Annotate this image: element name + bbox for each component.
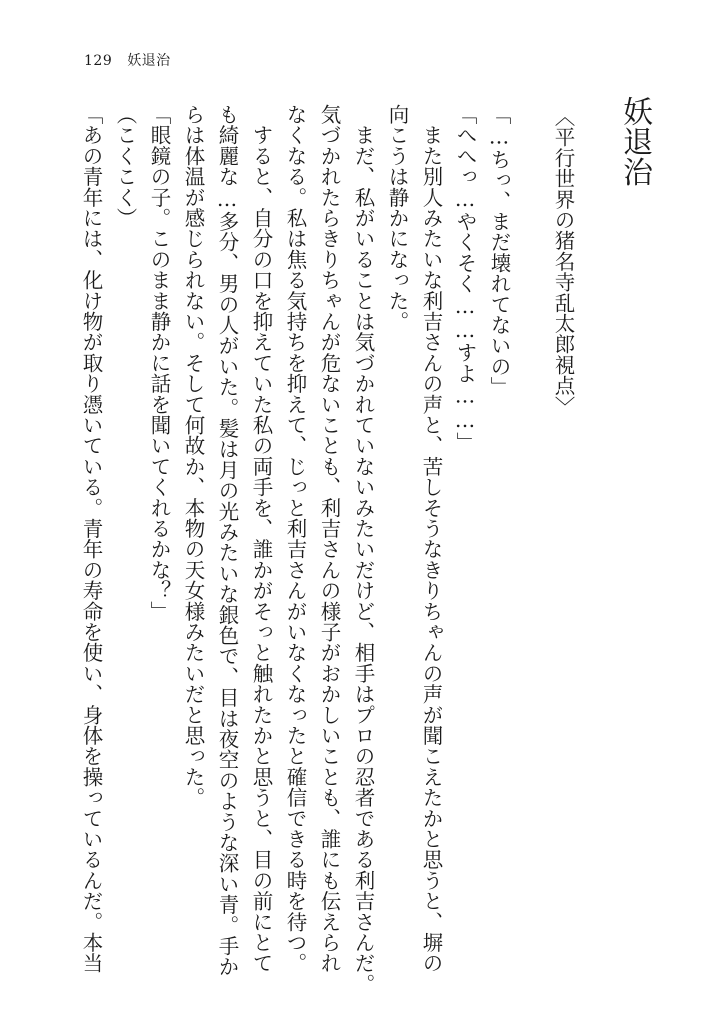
body-line-13: 「あの青年には、化け物が取り憑いている。青年の寿命を使い、身体を操っているんだ。本当 [79, 104, 103, 974]
body-line-2: 「へへっ…やくそく……すよ……」 [453, 104, 477, 453]
body-line-7: なくなる。私は焦る気持ちを抑えて、じっと利吉さんがいなくなったと確信できる時を待つ。 [283, 104, 307, 974]
body-line-12: （こくこく） [113, 104, 137, 229]
chapter-title: 妖退治 [617, 96, 652, 187]
body-line-1: 「…ちっ、まだ壊れてないの」 [487, 104, 511, 398]
body-line-8: すると、自分の口を抑えていた私の両手を、誰かがそっと触れたかと思うと、目の前にとて [249, 104, 273, 974]
running-header [84, 50, 171, 70]
body-line-4: 向こうは静かになった。 [385, 104, 409, 332]
running-title: 妖退治 [127, 53, 171, 69]
body-line-11: 「眼鏡の子。このまま静かに話を聞いてくれるかな？」 [147, 104, 171, 622]
page-number: 129 [84, 53, 113, 69]
body-line-5: まだ、私がいることは気づかれていないみたいだけど、相手はプロの忍者である利吉さんだ。 [351, 104, 375, 995]
body-line-6: 気づかれたらきりちゃんが危ないことも、利吉さんの様子がおかしいことも、誰にも伝えられ [317, 104, 341, 974]
body-line-10: らは体温が感じられない。そして何故か、本物の天女様みたいだと思った。 [181, 104, 205, 808]
chapter-subtitle: 〈平行世界の猪名寺乱太郎視点〉 [551, 106, 575, 417]
body-line-3: また別人みたいな利吉さんの声と、苦しそうなきりちゃんの声が聞こえたかと思うと、塀の [419, 104, 443, 974]
body-line-9: も綺麗な…多分、男の人がいた。髪は月の光みたいな銀色で、目は夜空のような深い青。手か [215, 104, 239, 977]
